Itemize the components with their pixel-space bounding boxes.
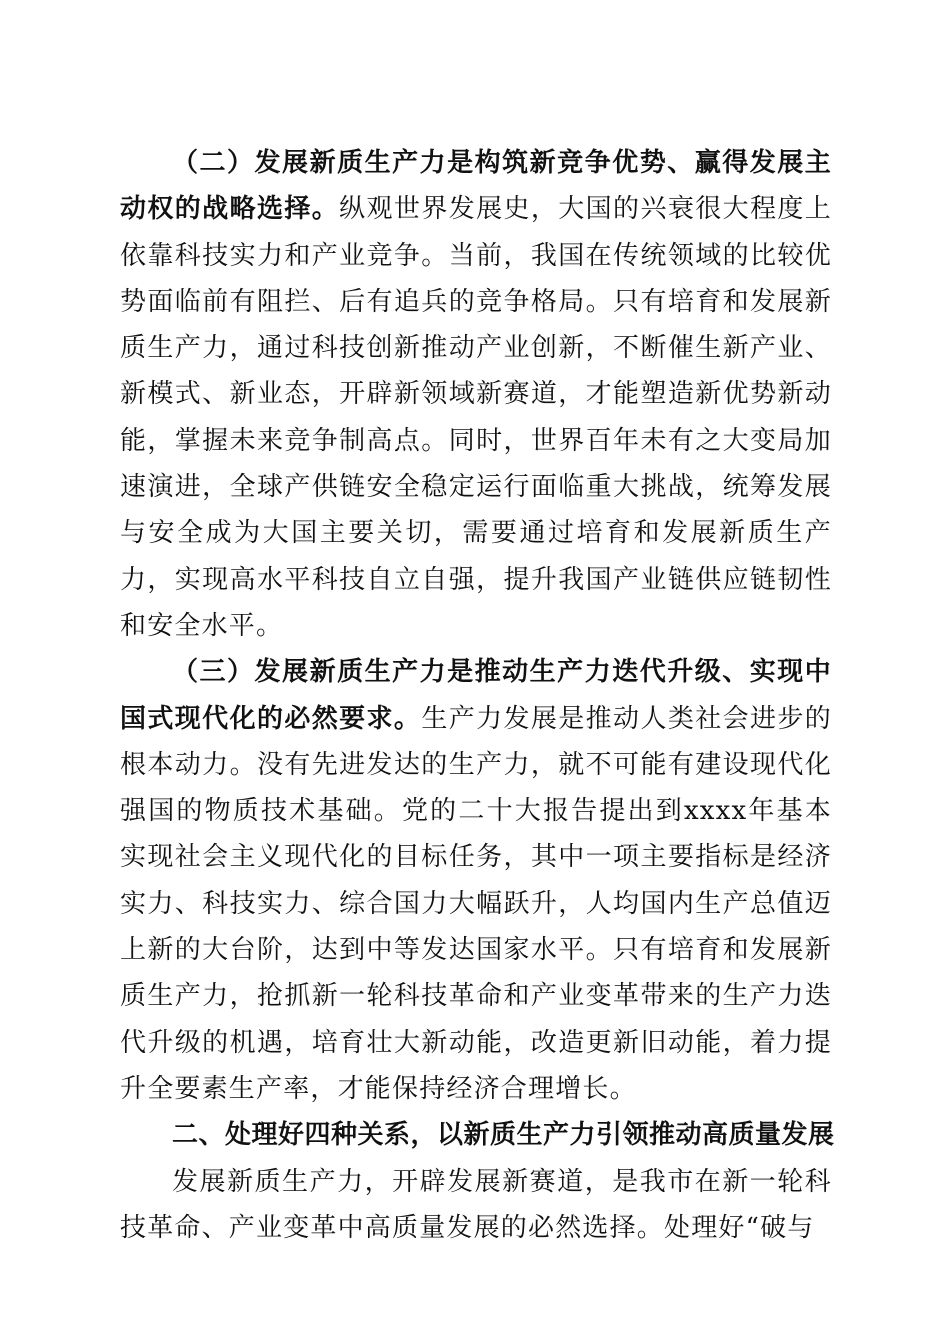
section-two-body: 纵观世界发展史，大国的兴衰很大程度上依靠科技实力和产业竞争。当前，我国在传统领域的比较优势面临前有阻拦、后有追兵的竞争格局。只有培育和发展新质生产力，通过科技创新推动产业创新，不断催生新产业、新模式、新业态，开辟新领域新赛道，才能塑造新优势新动能，掌握未来竞争制高点。同时，世界百年未有之大变局加速演进，全球产供链安全稳定运行面临重大挑战，统筹发展与安全成为大国主要关切，需要通过培育和发展新质生产力，实现高水平科技自立自强，提升我国产业链供应链韧性和安全水平。	[120, 194, 832, 641]
section-three-lead: （三）发展新质生产力是推动生产力迭代升级、实现中国式现代化的必然要求。	[120, 657, 832, 734]
paragraph-section-two	[120, 140, 832, 649]
paragraph-section-three	[120, 649, 832, 1112]
paragraph-closing: 发展新质生产力，开辟发展新赛道，是我市在新一轮科技革命、产业变革中高质量发展的必然选择。处理好“破与	[120, 1166, 832, 1243]
heading-part-two: 二、处理好四种关系，以新质生产力引领推动高质量发展	[172, 1120, 835, 1151]
section-two-lead: （二）发展新质生产力是构筑新竞争优势、赢得发展主动权的战略选择。	[120, 148, 832, 225]
section-three-body: 生产力发展是推动人类社会进步的根本动力。没有先进发达的生产力，就不可能有建设现代化强国的物质技术基础。党的二十大报告提出到xxxx年基本实现社会主义现代化的目标任务，其中一项主要指标是经济实力、科技实力、综合国力大幅跃升，人均国内生产总值迈上新的大台阶，达到中等发达国家水平。只有培育和发展新质生产力，抢抓新一轮科技革命和产业变革带来的生产力迭代升级的机遇，培育壮大新动能，改造更新旧动能，着力提升全要素生产率，才能保持经济合理增长。	[120, 703, 832, 1104]
document-body	[120, 140, 835, 1251]
